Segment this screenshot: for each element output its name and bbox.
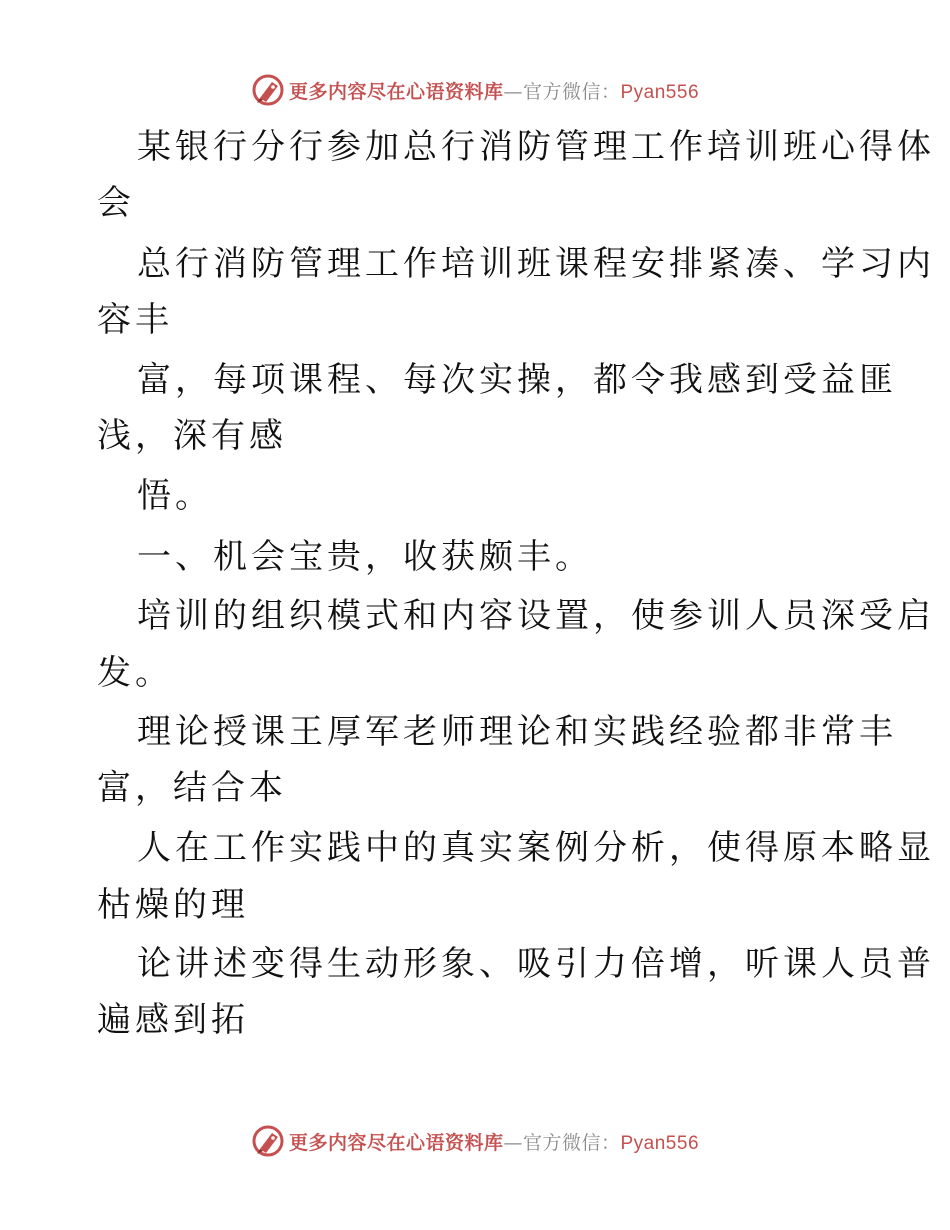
text-line: 悟。: [137, 476, 213, 516]
text-line: 浅，深有感: [97, 416, 287, 456]
text-line: 富，每项课程、每次实操，都令我感到受益匪: [137, 360, 897, 400]
banner-text: [289, 77, 699, 104]
text-line: 论讲述变得生动形象、吸引力倍增，听课人员普: [137, 944, 935, 984]
section-heading: 一、机会宝贵，收获颇丰。: [137, 537, 593, 577]
pen-nib-logo-icon: [251, 1124, 285, 1158]
banner-dash: —: [503, 80, 523, 103]
text-line: 人在工作实践中的真实案例分析，使得原本略显: [137, 828, 935, 868]
text-line: 容丰: [97, 300, 173, 340]
banner-handle: Pyan556: [620, 1132, 700, 1154]
banner-handle: Pyan556: [620, 81, 700, 103]
text-line: 理论授课王厚军老师理论和实践经验都非常丰: [137, 712, 897, 752]
text-line: 发。: [97, 653, 173, 693]
text-line: 遍感到拓: [97, 1000, 249, 1040]
header-banner: [0, 70, 950, 110]
banner-text: [289, 1128, 699, 1155]
banner-brand: 更多内容尽在心语资料库: [288, 80, 504, 103]
footer-banner: [0, 1121, 950, 1161]
pen-nib-logo-icon: [251, 73, 285, 107]
banner-dash: —: [503, 1131, 523, 1154]
text-line: 总行消防管理工作培训班课程安排紧凑、学习内: [137, 244, 935, 284]
banner-official: 官方微信：: [522, 1131, 621, 1154]
text-line: 富，结合本: [97, 768, 287, 808]
text-line: 某银行分行参加总行消防管理工作培训班心得体: [137, 127, 935, 167]
text-line: 培训的组织模式和内容设置，使参训人员深受启: [137, 596, 935, 636]
banner-official: 官方微信：: [522, 80, 621, 103]
text-line: 会: [97, 183, 135, 223]
banner-brand: 更多内容尽在心语资料库: [288, 1131, 504, 1154]
text-line: 枯燥的理: [97, 885, 249, 925]
